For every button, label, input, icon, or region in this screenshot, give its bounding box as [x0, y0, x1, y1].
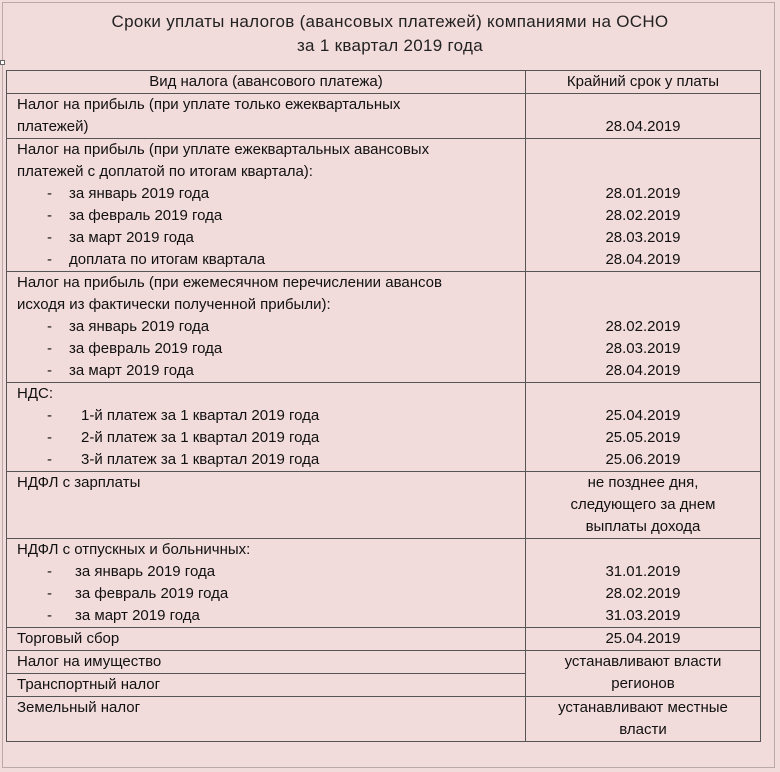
deadline-cell	[526, 272, 761, 383]
deadline-date: 28.03.2019	[605, 340, 681, 357]
table-row	[7, 628, 761, 651]
tax-name-cont: исходя из фактически полученной прибыли):	[17, 296, 331, 313]
deadline-text: устанавливают местные	[558, 699, 728, 716]
tax-cell	[7, 674, 526, 697]
list-item: - за январь 2019 года	[47, 185, 210, 202]
deadline-cell	[526, 139, 761, 272]
tax-name: Налог на прибыль (при ежемесячном перечислении авансов	[17, 274, 442, 291]
deadline-text: не позднее дня,	[587, 474, 699, 491]
tax-name: НДС:	[17, 385, 53, 402]
deadline-date: 31.01.2019	[605, 563, 681, 580]
deadline-date: 28.04.2019	[605, 362, 681, 379]
deadline-date: 28.03.2019	[605, 229, 681, 246]
deadline-text: устанавливают власти	[564, 653, 722, 670]
table-row	[7, 697, 761, 742]
list-item: - за январь 2019 года	[47, 318, 210, 335]
deadline-text: следующего за днем	[570, 496, 716, 513]
list-item: - 3-й платеж за 1 квартал 2019 года	[47, 451, 320, 468]
deadline-date: 28.01.2019	[605, 185, 681, 202]
deadline-text: регионов	[611, 675, 675, 692]
tax-cell	[7, 539, 526, 628]
deadline-text: выплаты дохода	[585, 518, 701, 535]
table-move-handle[interactable]	[0, 60, 5, 65]
deadline-date: 25.04.2019	[605, 407, 681, 424]
deadline-date: 25.06.2019	[605, 451, 681, 468]
list-item: - за март 2019 года	[47, 362, 194, 379]
deadline-date: 31.03.2019	[605, 607, 681, 624]
table-row	[7, 651, 761, 674]
list-item: - за январь 2019 года	[47, 563, 216, 580]
tax-cell	[7, 94, 526, 139]
tax-deadlines-table	[6, 70, 761, 742]
tax-name: Торговый сбор	[17, 630, 120, 647]
table-row	[7, 94, 761, 139]
tax-name-cont: платежей с доплатой по итогам квартала):	[17, 163, 313, 180]
list-item: - 2-й платеж за 1 квартал 2019 года	[47, 429, 320, 446]
tax-cell	[7, 697, 526, 742]
deadline-cell	[526, 539, 761, 628]
table-row	[7, 139, 761, 272]
deadline-cell	[526, 628, 761, 651]
title-line-1: Сроки уплаты налогов (авансовых платежей) компаниями на ОСНО	[111, 12, 669, 31]
tax-name-cont: платежей)	[17, 118, 89, 135]
title-line-2: за 1 квартал 2019 года	[296, 36, 484, 55]
tax-cell	[7, 472, 526, 539]
deadline-text: власти	[619, 721, 667, 738]
tax-cell	[7, 139, 526, 272]
tax-cell	[7, 628, 526, 651]
list-item: - за март 2019 года	[47, 607, 200, 624]
deadline-cell	[526, 383, 761, 472]
tax-cell	[7, 272, 526, 383]
tax-name: Земельный налог	[17, 699, 141, 716]
header-tax-type: Вид налога (авансового платежа)	[7, 71, 526, 94]
list-item: - за март 2019 года	[47, 229, 194, 246]
table-row	[7, 539, 761, 628]
deadline-date: 28.02.2019	[605, 207, 681, 224]
table-row	[7, 472, 761, 539]
deadline-date: 28.04.2019	[605, 251, 681, 268]
header-row	[7, 71, 761, 94]
deadline-cell	[526, 651, 761, 697]
table-row	[7, 272, 761, 383]
deadline-date: 25.04.2019	[605, 630, 681, 647]
tax-name: НДФЛ с зарплаты	[17, 474, 141, 491]
tax-name: Налог на прибыль (при уплате только ежеквартальных	[17, 96, 401, 113]
deadline-date: 28.02.2019	[605, 318, 681, 335]
list-item: - 1-й платеж за 1 квартал 2019 года	[47, 407, 320, 424]
header-deadline: Крайний срок у платы	[526, 71, 761, 94]
page-title	[0, 10, 780, 58]
tax-cell	[7, 651, 526, 674]
deadline-date: 25.05.2019	[605, 429, 681, 446]
tax-name: НДФЛ с отпускных и больничных:	[17, 541, 251, 558]
deadline-cell	[526, 697, 761, 742]
list-item: - доплата по итогам квартала	[47, 251, 266, 268]
deadline-date: 28.04.2019	[605, 118, 681, 135]
list-item: - за февраль 2019 года	[47, 340, 223, 357]
deadline-cell	[526, 94, 761, 139]
list-item: - за февраль 2019 года	[47, 207, 223, 224]
tax-cell	[7, 383, 526, 472]
tax-name: Налог на имущество	[17, 653, 162, 670]
deadline-cell	[526, 472, 761, 539]
list-item: - за февраль 2019 года	[47, 585, 229, 602]
deadline-date: 28.02.2019	[605, 585, 681, 602]
tax-name: Транспортный налог	[17, 676, 161, 693]
table-row	[7, 383, 761, 472]
tax-name: Налог на прибыль (при уплате ежеквартальных авансовых	[17, 141, 430, 158]
